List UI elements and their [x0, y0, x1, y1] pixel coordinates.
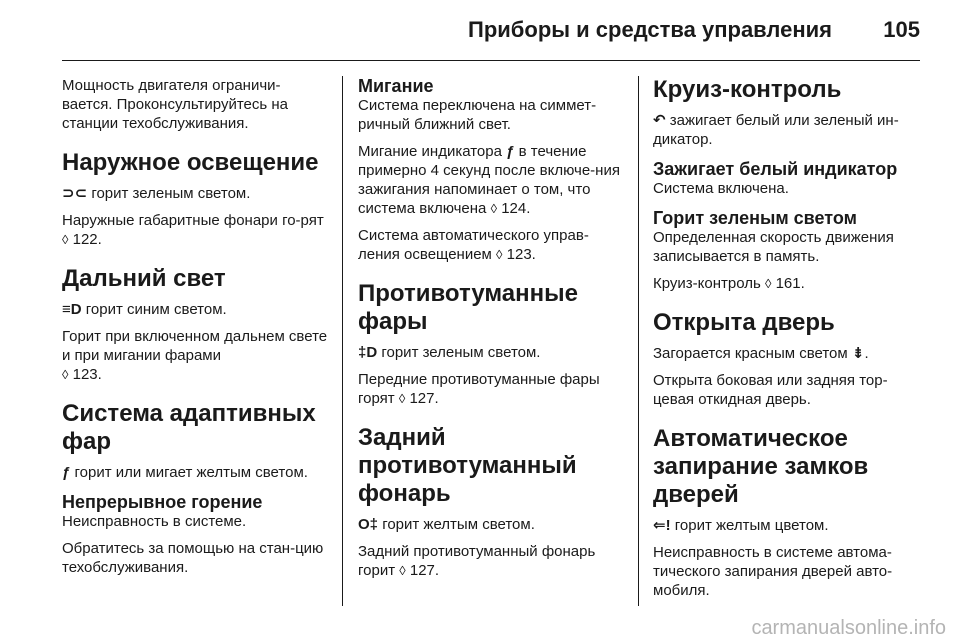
heading-adaptive-headlights: Система адаптивных фар: [62, 400, 316, 455]
auto-lock-icon: ⇐!: [653, 517, 671, 534]
text: Круиз-контроль: [653, 275, 761, 292]
text: Определенная скорость движения записывается в память.: [653, 229, 894, 265]
column-3: [653, 76, 925, 608]
page-ref[interactable]: 161.: [775, 275, 805, 292]
adaptive-light-icon: ƒ: [62, 464, 71, 481]
heading-rear-fog: Задний противотуманный фонарь: [358, 424, 577, 507]
text: горит зеленым светом.: [91, 185, 251, 202]
exterior-lighting-status: [62, 184, 330, 203]
text: горит или мигает желтым светом.: [74, 464, 308, 481]
text: Система включена.: [653, 180, 789, 197]
text: Передние противотуманные фары горят: [358, 371, 600, 407]
rear-fog-icon: O‡: [358, 516, 379, 533]
text: Мигание индикатора: [358, 143, 502, 160]
column-1: [62, 76, 330, 585]
high-beam-note: [62, 327, 330, 384]
auto-light-note: [358, 226, 626, 264]
door-open-icon: ⇟: [851, 345, 865, 362]
text: Загорается красным светом: [653, 345, 848, 362]
column-2: [358, 76, 626, 588]
text: горит желтым светом.: [382, 516, 535, 533]
fog-lights-status: [358, 343, 626, 362]
auto-lock-status: [653, 516, 925, 535]
heading-cruise-control: Круиз-контроль: [653, 76, 842, 103]
page-ref[interactable]: 127.: [409, 562, 440, 579]
rear-fog-note: [358, 542, 626, 580]
adaptive-headlights-status: [62, 463, 330, 482]
header-divider: [62, 60, 920, 61]
ref-arrow-icon: ◊: [764, 276, 772, 291]
heading-flashing: Мигание: [358, 76, 434, 96]
flashing-note: [358, 142, 626, 218]
heading-continuous: Непрерывное горение: [62, 492, 263, 512]
column-divider-1: [342, 76, 343, 606]
text: Система автоматического управ-ления освещением: [358, 227, 589, 263]
text: .: [864, 345, 869, 362]
cruise-control-icon: ↶: [653, 112, 666, 129]
exterior-lighting-note: [62, 211, 330, 249]
high-beam-icon: ≡D: [62, 301, 82, 318]
text: Задний противотуманный фонарь горит: [358, 543, 596, 579]
page-ref[interactable]: 122.: [72, 231, 102, 248]
ref-arrow-icon: ◊: [62, 232, 69, 247]
heading-door-open: Открыта дверь: [653, 309, 835, 336]
page-ref[interactable]: 123.: [506, 246, 536, 263]
header-title: Приборы и средства управления: [468, 17, 832, 42]
text: горит зеленым светом.: [381, 344, 541, 361]
text: Горит при включенном дальнем свете и при мигании фарами: [62, 328, 328, 364]
high-beam-status: [62, 300, 330, 319]
text: горит синим светом.: [85, 301, 227, 318]
page-ref[interactable]: 123.: [72, 366, 102, 383]
text: Обратитесь за помощью на стан-цию техобслуживания.: [62, 540, 324, 576]
watermark: carmanualsonline.info: [751, 617, 946, 639]
fog-lights-note: [358, 370, 626, 408]
rear-fog-status: [358, 515, 626, 534]
intro-text: Мощность двигателя ограничи-вается. Проконсультируйтесь на станции техобслуживания.: [62, 77, 288, 132]
heading-high-beam: Дальний свет: [62, 265, 226, 292]
ref-arrow-icon: ◊: [398, 391, 406, 406]
page-number: 105: [883, 17, 920, 42]
text: Наружные габаритные фонари го-рят: [62, 212, 324, 229]
adaptive-light-icon: ƒ: [506, 143, 515, 160]
heading-auto-lock: Автоматическое запирание замков дверей: [653, 425, 869, 508]
column-divider-2: [638, 76, 639, 606]
page-ref[interactable]: 124.: [501, 200, 531, 217]
text: Система переключена на симмет-ричный ближний свет.: [358, 97, 597, 133]
cruise-note: [653, 274, 925, 293]
heading-exterior-lighting: Наружное освещение: [62, 149, 319, 176]
text: Неисправность в системе.: [62, 513, 247, 530]
exterior-light-icon: ⊃⊂: [62, 185, 88, 202]
text: горит желтым цветом.: [674, 517, 829, 534]
page-ref[interactable]: 127.: [409, 390, 439, 407]
door-status: [653, 344, 925, 363]
ref-arrow-icon: ◊: [496, 247, 503, 262]
heading-green-indicator: Горит зеленым светом: [653, 208, 857, 228]
cruise-status: [653, 111, 925, 149]
text: Открыта боковая или задняя тор-цевая откидная дверь.: [653, 372, 888, 408]
text: в течение примерно 4 секунд после включе-ния зажигания напоминает о том, что система включена: [358, 143, 620, 217]
heading-white-indicator: Зажигает белый индикатор: [653, 159, 898, 179]
text: Неисправность в системе автома-тического запирания дверей авто-мобиля.: [653, 544, 893, 599]
ref-arrow-icon: ◊: [62, 367, 69, 382]
ref-arrow-icon: ◊: [490, 201, 498, 216]
ref-arrow-icon: ◊: [399, 563, 406, 578]
front-fog-icon: ‡D: [358, 344, 378, 361]
heading-fog-lights: Противотуманные фары: [358, 280, 578, 335]
text: зажигает белый или зеленый ин-дикатор.: [653, 112, 899, 148]
